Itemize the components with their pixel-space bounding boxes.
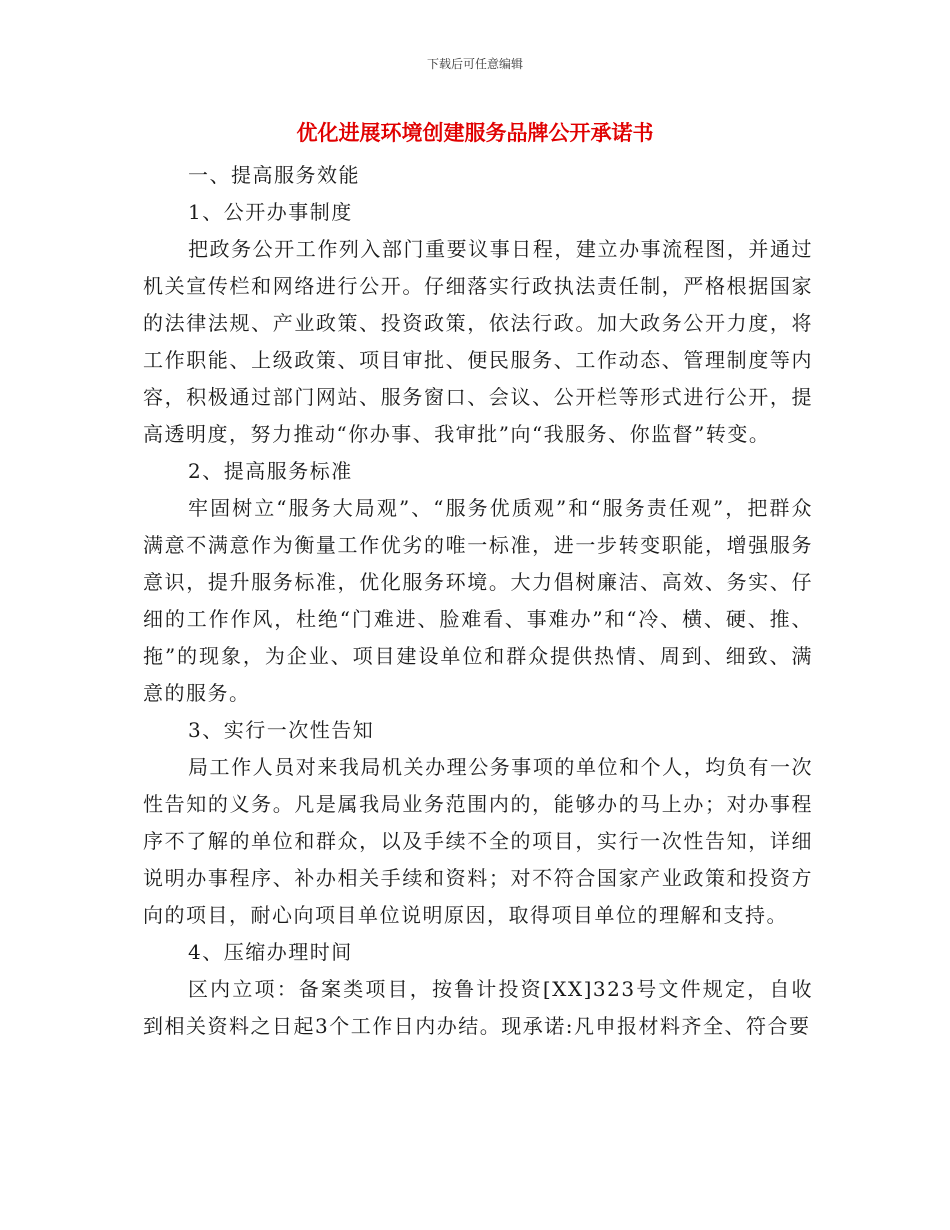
paragraph-3: 局工作人员对来我局机关办理公务事项的单位和个人，均负有一次性告知的义务。凡是属我局业务范围内的，能够办的马上办；对办事程序不了解的单位和群众，以及手续不全的项目，实行一次性告知，详细说明办事程序、补办相关手续和资料；对不符合国家产业政策和投资方向的项目，耐心向项目单位说明原因，取得项目单位的理解和支持。 <box>143 755 813 927</box>
paragraph-2: 牢固树立“服务大局观”、“服务优质观”和“服务责任观”，把群众满意不满意作为衡量工作优劣的唯一标准，进一步转变职能，增强服务意识，提升服务标准，优化服务环境。大力倡树廉洁、高效、务实、仔细的工作作风，杜绝“门难进、脸难看、事难办”和“冷、横、硬、推、拖”的现象，为企业、项目建设单位和群众提供热情、周到、细致、满意的服务。 <box>143 496 813 705</box>
document-title: 优化进展环境创建服务品牌公开承诺书 <box>296 121 654 145</box>
paragraph-1: 把政务公开工作列入部门重要议事日程，建立办事流程图，并通过机关宣传栏和网络进行公开。仔细落实行政执法责任制，严格根据国家的法律法规、产业政策、投资政策，依法行政。加大政务公开力度，将工作职能、上级政策、项目审批、便民服务、工作动态、管理制度等内容，积极通过部门网站、服务窗口、会议、公开栏等形式进行公开，提高透明度，努力推动“你办事、我审批”向“我服务、你监督”转变。 <box>143 237 813 446</box>
subsection-heading-4: 4、压缩办理时间 <box>188 940 353 964</box>
section-heading: 一、提高服务效能 <box>188 163 360 187</box>
subsection-heading-1: 1、公开办事制度 <box>188 200 353 224</box>
paragraph-4: 区内立项：备案类项目，按鲁计投资[XX]323号文件规定，自收到相关资料之日起3个工作日内办结。现承诺:凡申报材料齐全、符合要 <box>143 977 813 1038</box>
header-note: 下载后可任意编辑 <box>426 57 523 71</box>
subsection-heading-3: 3、实行一次性告知 <box>188 718 375 742</box>
subsection-heading-2: 2、提高服务标准 <box>188 459 353 483</box>
document-body <box>143 157 813 1045</box>
